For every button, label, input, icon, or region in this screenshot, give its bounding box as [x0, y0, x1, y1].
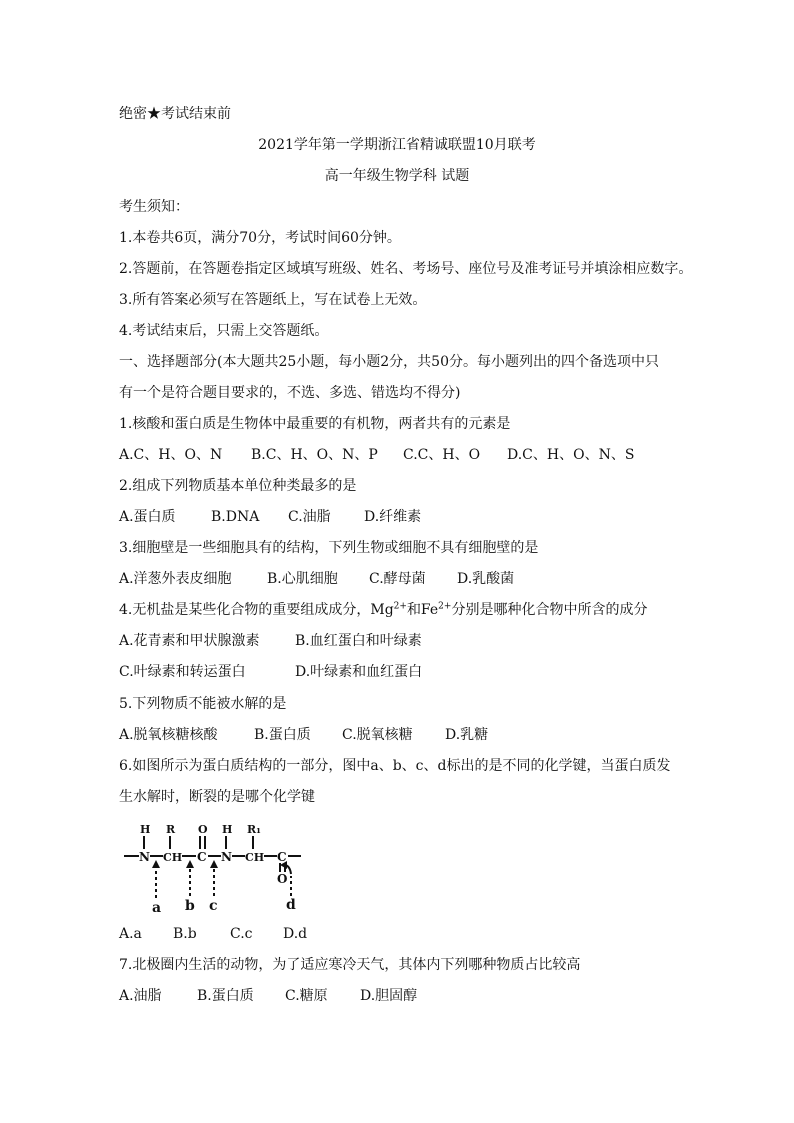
option-d: D.C、H、O、N、S — [507, 447, 635, 463]
atom-h: H — [222, 823, 233, 836]
exam-title: 2021学年第一学期浙江省精诚联盟10月联考 — [258, 137, 536, 153]
question-2-stem: 2.组成下列物质基本单位种类最多的是 — [119, 478, 357, 494]
question-5-options — [119, 725, 488, 745]
option-a: A.脱氧核糖核酸 — [119, 727, 218, 743]
option-d: D.纤维素 — [364, 509, 422, 525]
chain-n: N — [221, 850, 232, 864]
question-6-options — [119, 924, 307, 944]
option-a: A.a — [119, 926, 142, 942]
section-heading-cont: 有一个是符合题目要求的，不选、多选、错选均不得分) — [119, 385, 461, 401]
atom-o: O — [198, 823, 208, 836]
question-5-stem: 5.下列物质不能被水解的是 — [119, 696, 287, 712]
exam-subtitle: 高一年级生物学科 试题 — [324, 168, 470, 184]
section-heading: 一、选择题部分(本大题共25小题，每小题2分，共50分。每小题列出的四个备选项中只 — [119, 354, 659, 370]
peptide-structure-figure — [119, 816, 319, 916]
question-4-stem — [119, 600, 647, 620]
bond-label-c: c — [209, 898, 218, 914]
notice-item: 4.考试结束后，只需上交答题纸。 — [119, 323, 329, 339]
option-d: D.d — [283, 926, 308, 942]
option-c: C.脱氧核糖 — [342, 727, 413, 743]
chain-ch: CH — [245, 851, 265, 864]
chain-ch: CH — [163, 851, 183, 864]
notice-item: 3.所有答案必须写在答题纸上，写在试卷上无效。 — [119, 292, 427, 308]
chain-c: C — [197, 850, 207, 864]
notice-item: 1.本卷共6页，满分70分，考试时间60分钟。 — [119, 230, 401, 246]
atom-r1: R₁ — [247, 823, 261, 836]
option-c: C.酵母菌 — [369, 571, 426, 587]
arrow-head — [186, 860, 194, 868]
question-3-stem: 3.细胞壁是一些细胞具有的结构，下列生物或细胞不具有细胞壁的是 — [119, 540, 539, 556]
option-b: B.血红蛋白和叶绿素 — [295, 633, 422, 649]
question-3-options — [119, 569, 514, 589]
option-b: B.DNA — [211, 509, 260, 525]
secret-label: 绝密★考试结束前 — [119, 106, 231, 122]
option-b: B.蛋白质 — [197, 988, 254, 1004]
question-4-options-row2 — [119, 662, 422, 682]
bond-label-a: a — [152, 900, 162, 916]
option-a: A.花青素和甲状腺激素 — [119, 633, 260, 649]
question-6-stem: 6.如图所示为蛋白质结构的一部分，图中a、b、c、d标出的是不同的化学键，当蛋白质发 — [119, 758, 671, 774]
question-6-stem-cont: 生水解时，断裂的是哪个化学键 — [119, 789, 315, 805]
notice-heading: 考生须知： — [119, 199, 189, 215]
question-2-options — [119, 507, 421, 527]
option-b: B.b — [173, 926, 197, 942]
atom-r: R — [166, 823, 176, 836]
question-7-stem: 7.北极圈内生活的动物，为了适应寒冷天气，其体内下列哪种物质占比较高 — [119, 957, 581, 973]
question-4-options-row1 — [119, 631, 422, 651]
option-a: A.C、H、O、N — [119, 447, 223, 463]
mg-charge: 2+ — [393, 601, 407, 612]
option-a: A.蛋白质 — [119, 509, 176, 525]
option-c: C.叶绿素和转运蛋白 — [119, 664, 246, 680]
arrow-head — [210, 860, 218, 868]
bond-label-d: d — [286, 897, 296, 913]
option-d: D.乳酸菌 — [457, 571, 515, 587]
option-a: A.油脂 — [119, 988, 162, 1004]
option-a: A.洋葱外表皮细胞 — [119, 571, 232, 587]
question-1-options — [119, 445, 634, 465]
chain-c: C — [277, 850, 287, 864]
q4-stem-part: 和Fe — [406, 602, 439, 618]
fe-charge: 2+ — [438, 601, 452, 612]
option-c: C.油脂 — [288, 509, 331, 525]
q4-stem-part: 分别是哪种化合物中所含的成分 — [451, 602, 648, 618]
q4-stem-part: 4.无机盐是某些化合物的重要组成成分，Mg — [119, 602, 394, 618]
option-b: B.蛋白质 — [254, 727, 311, 743]
option-b: B.心肌细胞 — [267, 571, 338, 587]
option-d: D.乳糖 — [445, 727, 489, 743]
chain-n: N — [139, 850, 150, 864]
option-b: B.C、H、O、N、P — [251, 447, 378, 463]
question-1-stem: 1.核酸和蛋白质是生物体中最重要的有机物，两者共有的元素是 — [119, 416, 511, 432]
option-c: C.糖原 — [285, 988, 328, 1004]
option-c: C.c — [230, 926, 253, 942]
atom-h: H — [140, 823, 151, 836]
option-d: D.胆固醇 — [360, 988, 418, 1004]
atom-o-bottom: O — [277, 872, 288, 886]
bond-label-b: b — [185, 898, 195, 914]
arrow-head — [152, 860, 160, 868]
option-c: C.C、H、O — [403, 447, 481, 463]
question-7-options — [119, 986, 417, 1006]
option-d: D.叶绿素和血红蛋白 — [295, 664, 423, 680]
notice-item: 2.答题前，在答题卷指定区域填写班级、姓名、考场号、座位号及准考证号并填涂相应数字。 — [119, 261, 693, 277]
